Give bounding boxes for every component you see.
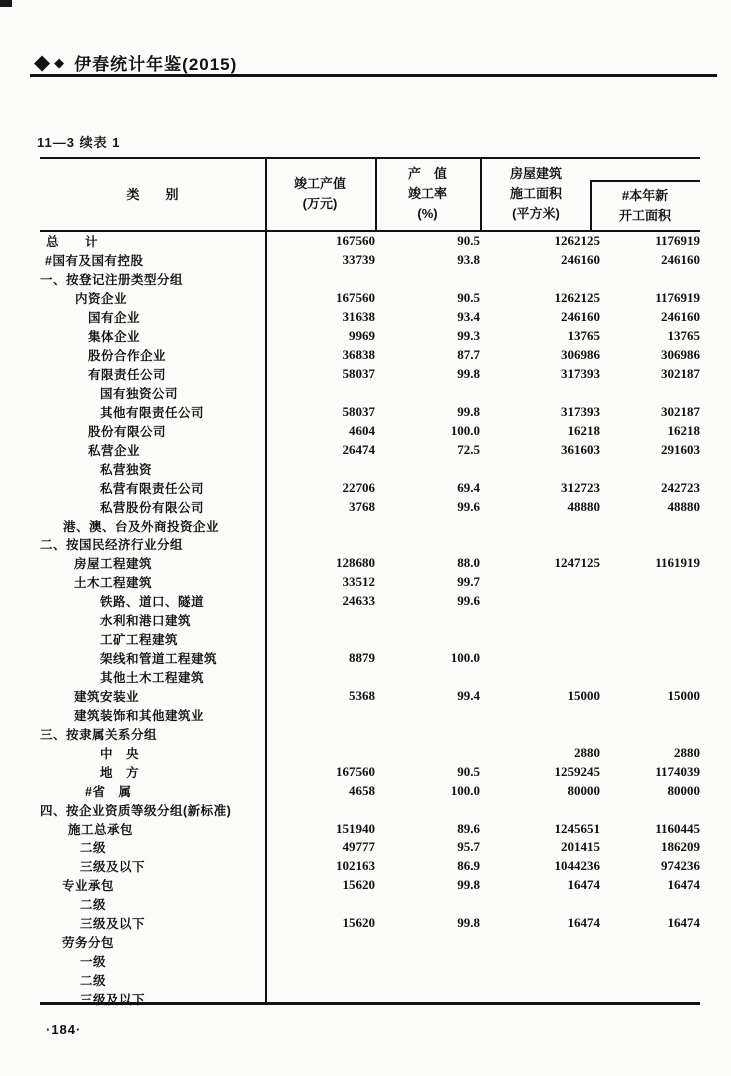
construction-area-cell: 246160 [561, 252, 600, 268]
completed-output-cell: 4658 [349, 782, 375, 798]
completed-output-cell: 151940 [336, 820, 375, 836]
table-row [40, 421, 700, 440]
table-row [40, 611, 700, 630]
diamond-large-icon: ◆ [34, 51, 51, 74]
new-start-area-cell: 13765 [667, 328, 700, 344]
category-cell: 四、按企业资质等级分组(新标准) [40, 803, 232, 818]
table-row [40, 933, 700, 952]
yearbook-title: 伊春统计年鉴(2015) [74, 55, 238, 74]
completed-output-cell: 9969 [349, 328, 375, 344]
construction-area-cell: 1247125 [554, 555, 600, 571]
completed-output-cell: 15620 [342, 915, 375, 931]
new-start-area-cell: 186209 [661, 839, 700, 855]
new-start-area-cell: 15000 [667, 687, 700, 703]
col-header-line: 竣工产值 [293, 176, 346, 191]
completed-output-cell: 167560 [336, 233, 375, 249]
category-cell: 地 方 [100, 765, 140, 780]
completion-rate-cell: 69.4 [457, 479, 480, 495]
diamond-small-icon: ◆ [54, 55, 65, 70]
category-cell: 二级 [80, 974, 107, 989]
completion-rate-cell: 99.7 [457, 574, 480, 590]
table-row [40, 327, 700, 346]
completion-rate-cell: 72.5 [457, 441, 480, 457]
completion-rate-cell: 93.4 [457, 309, 480, 325]
category-cell: 架线和管道工程建筑 [100, 652, 218, 667]
category-cell: 其他土木工程建筑 [100, 671, 205, 686]
table-row [40, 990, 700, 1009]
new-start-area-cell: 1174039 [655, 763, 700, 779]
construction-area-cell: 246160 [561, 309, 600, 325]
scan-artifact [0, 0, 12, 7]
category-cell: 铁路、道口、隧道 [100, 595, 205, 610]
table-row [40, 649, 700, 668]
construction-area-cell: 16218 [567, 422, 600, 438]
category-cell: 三级及以下 [80, 860, 146, 875]
col-header-line: (平方米) [512, 206, 560, 221]
completed-output-cell: 5368 [349, 687, 375, 703]
completion-rate-cell: 93.8 [457, 252, 480, 268]
category-cell: 股份有限公司 [88, 424, 167, 439]
table-row [40, 573, 700, 592]
completion-rate-cell: 99.3 [457, 328, 480, 344]
completed-output-cell: 102163 [336, 858, 375, 874]
table-row [40, 251, 700, 270]
statistics-table [40, 157, 700, 1005]
construction-area-cell: 1262125 [554, 290, 600, 306]
table-row [40, 762, 700, 781]
header-rule [30, 74, 717, 77]
col-header-new-start-area [590, 186, 700, 226]
col-header-construction-area [480, 164, 592, 224]
table-row [40, 724, 700, 743]
construction-area-cell: 317393 [561, 366, 600, 382]
table-row [40, 592, 700, 611]
col-header-line: (万元) [302, 196, 338, 211]
table-row [40, 478, 700, 497]
table-row [40, 838, 700, 857]
completed-output-cell: 33739 [342, 252, 375, 268]
new-start-area-cell: 16474 [667, 877, 700, 893]
col-header-line: 房屋建筑 [509, 166, 562, 181]
new-start-area-cell: 242723 [661, 479, 700, 495]
completed-output-cell: 167560 [336, 290, 375, 306]
category-cell: 施工总承包 [68, 822, 134, 837]
new-start-area-cell: 16474 [667, 915, 700, 931]
category-cell: 三级及以下 [80, 992, 146, 1007]
col-header-line: #本年新 [621, 188, 669, 203]
page-number: ·184· [46, 1022, 82, 1037]
new-start-area-cell: 302187 [661, 366, 700, 382]
col-header-line: (%) [417, 206, 438, 221]
category-cell: 国有独资公司 [100, 386, 179, 401]
table-row [40, 800, 700, 819]
completed-output-cell: 4604 [349, 422, 375, 438]
completed-output-cell: 58037 [342, 366, 375, 382]
table-row [40, 914, 700, 933]
completed-output-cell: 8879 [349, 650, 375, 666]
completed-output-cell: 15620 [342, 877, 375, 893]
category-cell: 私营有限责任公司 [100, 481, 205, 496]
category-cell: 集体企业 [88, 330, 141, 345]
completed-output-cell: 24633 [342, 593, 375, 609]
category-cell: 工矿工程建筑 [100, 633, 179, 648]
completed-output-cell: 58037 [342, 403, 375, 419]
new-start-area-cell: 291603 [661, 441, 700, 457]
category-cell: 一级 [80, 955, 107, 970]
new-start-area-cell: 306986 [661, 347, 700, 363]
table-row [40, 705, 700, 724]
table-row [40, 459, 700, 478]
brand-header [34, 50, 237, 75]
table-row [40, 554, 700, 573]
completion-rate-cell: 88.0 [457, 555, 480, 571]
category-cell: 一、按登记注册类型分组 [40, 273, 184, 288]
completion-rate-cell: 99.8 [457, 366, 480, 382]
construction-area-cell: 13765 [567, 328, 600, 344]
new-start-area-cell: 1176919 [655, 233, 700, 249]
col-header-line: 施工面积 [509, 186, 562, 201]
new-start-area-cell: 48880 [667, 498, 700, 514]
category-cell: 总 计 [46, 235, 99, 250]
completed-output-cell: 26474 [342, 441, 375, 457]
category-cell: 内资企业 [75, 292, 128, 307]
completed-output-cell: 128680 [336, 555, 375, 571]
col-header-completed-output [265, 174, 375, 214]
table-row [40, 308, 700, 327]
table-row [40, 895, 700, 914]
new-start-area-cell: 974236 [661, 858, 700, 874]
construction-area-cell: 1044236 [554, 858, 600, 874]
table-row [40, 440, 700, 459]
construction-area-cell: 48880 [567, 498, 600, 514]
construction-area-cell: 2880 [574, 744, 600, 760]
table-row [40, 781, 700, 800]
completion-rate-cell: 99.8 [457, 915, 480, 931]
new-start-area-cell: 246160 [661, 252, 700, 268]
completion-rate-cell: 90.5 [457, 233, 480, 249]
table-row [40, 516, 700, 535]
construction-area-cell: 306986 [561, 347, 600, 363]
completion-rate-cell: 100.0 [450, 422, 480, 438]
completion-rate-cell: 99.6 [457, 498, 480, 514]
col-header-completion-rate [375, 164, 480, 224]
category-cell: 其他有限责任公司 [100, 405, 205, 420]
category-cell: 二级 [80, 841, 107, 856]
completed-output-cell: 31638 [342, 309, 375, 325]
new-start-area-cell: 2880 [674, 744, 700, 760]
completion-rate-cell: 100.0 [450, 782, 480, 798]
category-cell: 土木工程建筑 [74, 576, 153, 591]
completion-rate-cell: 89.6 [457, 820, 480, 836]
completion-rate-cell: 99.4 [457, 687, 480, 703]
construction-area-cell: 15000 [567, 687, 600, 703]
table-row [40, 971, 700, 990]
new-start-area-cell: 1161919 [655, 555, 700, 571]
construction-area-cell: 16474 [567, 877, 600, 893]
table-row [40, 346, 700, 365]
category-cell: 私营股份有限公司 [100, 500, 205, 515]
table-row [40, 402, 700, 421]
category-cell: 有限责任公司 [88, 368, 167, 383]
construction-area-cell: 80000 [567, 782, 600, 798]
table-row [40, 743, 700, 762]
construction-area-cell: 317393 [561, 403, 600, 419]
col-header-line: 开工面积 [618, 208, 671, 223]
completed-output-cell: 49777 [342, 839, 375, 855]
table-body [40, 232, 700, 1008]
table-row [40, 687, 700, 706]
category-cell: 二、按国民经济行业分组 [40, 538, 184, 553]
completed-output-cell: 3768 [349, 498, 375, 514]
construction-area-cell: 1259245 [554, 763, 600, 779]
table-row [40, 819, 700, 838]
completion-rate-cell: 100.0 [450, 650, 480, 666]
category-cell: 劳务分包 [62, 936, 115, 951]
table-row [40, 232, 700, 251]
category-cell: 二级 [80, 898, 107, 913]
construction-area-cell: 1262125 [554, 233, 600, 249]
category-cell: 港、澳、台及外商投资企业 [63, 519, 220, 534]
completion-rate-cell: 90.5 [457, 290, 480, 306]
col-header-line: 竣工率 [407, 186, 447, 201]
new-start-area-cell: 246160 [661, 309, 700, 325]
new-start-area-cell: 1176919 [655, 290, 700, 306]
new-start-area-cell: 16218 [667, 422, 700, 438]
completion-rate-cell: 99.8 [457, 403, 480, 419]
construction-area-cell: 312723 [561, 479, 600, 495]
category-cell: #国有及国有控股 [45, 254, 144, 269]
category-cell: 三、按隶属关系分组 [40, 727, 158, 742]
construction-area-cell: 361603 [561, 441, 600, 457]
category-cell: 建筑装饰和其他建筑业 [74, 708, 205, 723]
category-cell: 私营独资 [100, 462, 153, 477]
table-row [40, 668, 700, 687]
category-cell: 建筑安装业 [74, 689, 140, 704]
completed-output-cell: 33512 [342, 574, 375, 590]
table-row [40, 497, 700, 516]
table-row [40, 384, 700, 403]
table-caption: 11—3 续表 1 [37, 135, 121, 150]
completion-rate-cell: 86.9 [457, 858, 480, 874]
table-row [40, 952, 700, 971]
table-row [40, 535, 700, 554]
category-cell: 房屋工程建筑 [74, 557, 153, 572]
completion-rate-cell: 90.5 [457, 763, 480, 779]
construction-area-cell: 16474 [567, 915, 600, 931]
construction-area-cell: 1245651 [554, 820, 600, 836]
table-row [40, 289, 700, 308]
completed-output-cell: 36838 [342, 347, 375, 363]
construction-area-cell: 201415 [561, 839, 600, 855]
completion-rate-cell: 95.7 [457, 839, 480, 855]
category-cell: 三级及以下 [80, 917, 146, 932]
category-cell: 国有企业 [88, 311, 141, 326]
table-row [40, 876, 700, 895]
category-cell: 私营企业 [88, 443, 141, 458]
completion-rate-cell: 99.6 [457, 593, 480, 609]
category-cell: 股份合作企业 [88, 349, 167, 364]
category-cell: #省 属 [85, 784, 132, 799]
table-row [40, 857, 700, 876]
table-row [40, 630, 700, 649]
new-start-area-cell: 302187 [661, 403, 700, 419]
table-row [40, 270, 700, 289]
completion-rate-cell: 87.7 [457, 347, 480, 363]
category-cell: 专业承包 [62, 879, 115, 894]
col-header-line: 产 值 [407, 166, 447, 181]
category-cell: 水利和港口建筑 [100, 614, 192, 629]
category-cell: 中 央 [100, 746, 140, 761]
col-header-category: 类 别 [126, 187, 179, 202]
completed-output-cell: 167560 [336, 763, 375, 779]
table-row [40, 365, 700, 384]
completion-rate-cell: 99.8 [457, 877, 480, 893]
new-start-area-cell: 1160445 [655, 820, 700, 836]
completed-output-cell: 22706 [342, 479, 375, 495]
new-start-area-cell: 80000 [667, 782, 700, 798]
